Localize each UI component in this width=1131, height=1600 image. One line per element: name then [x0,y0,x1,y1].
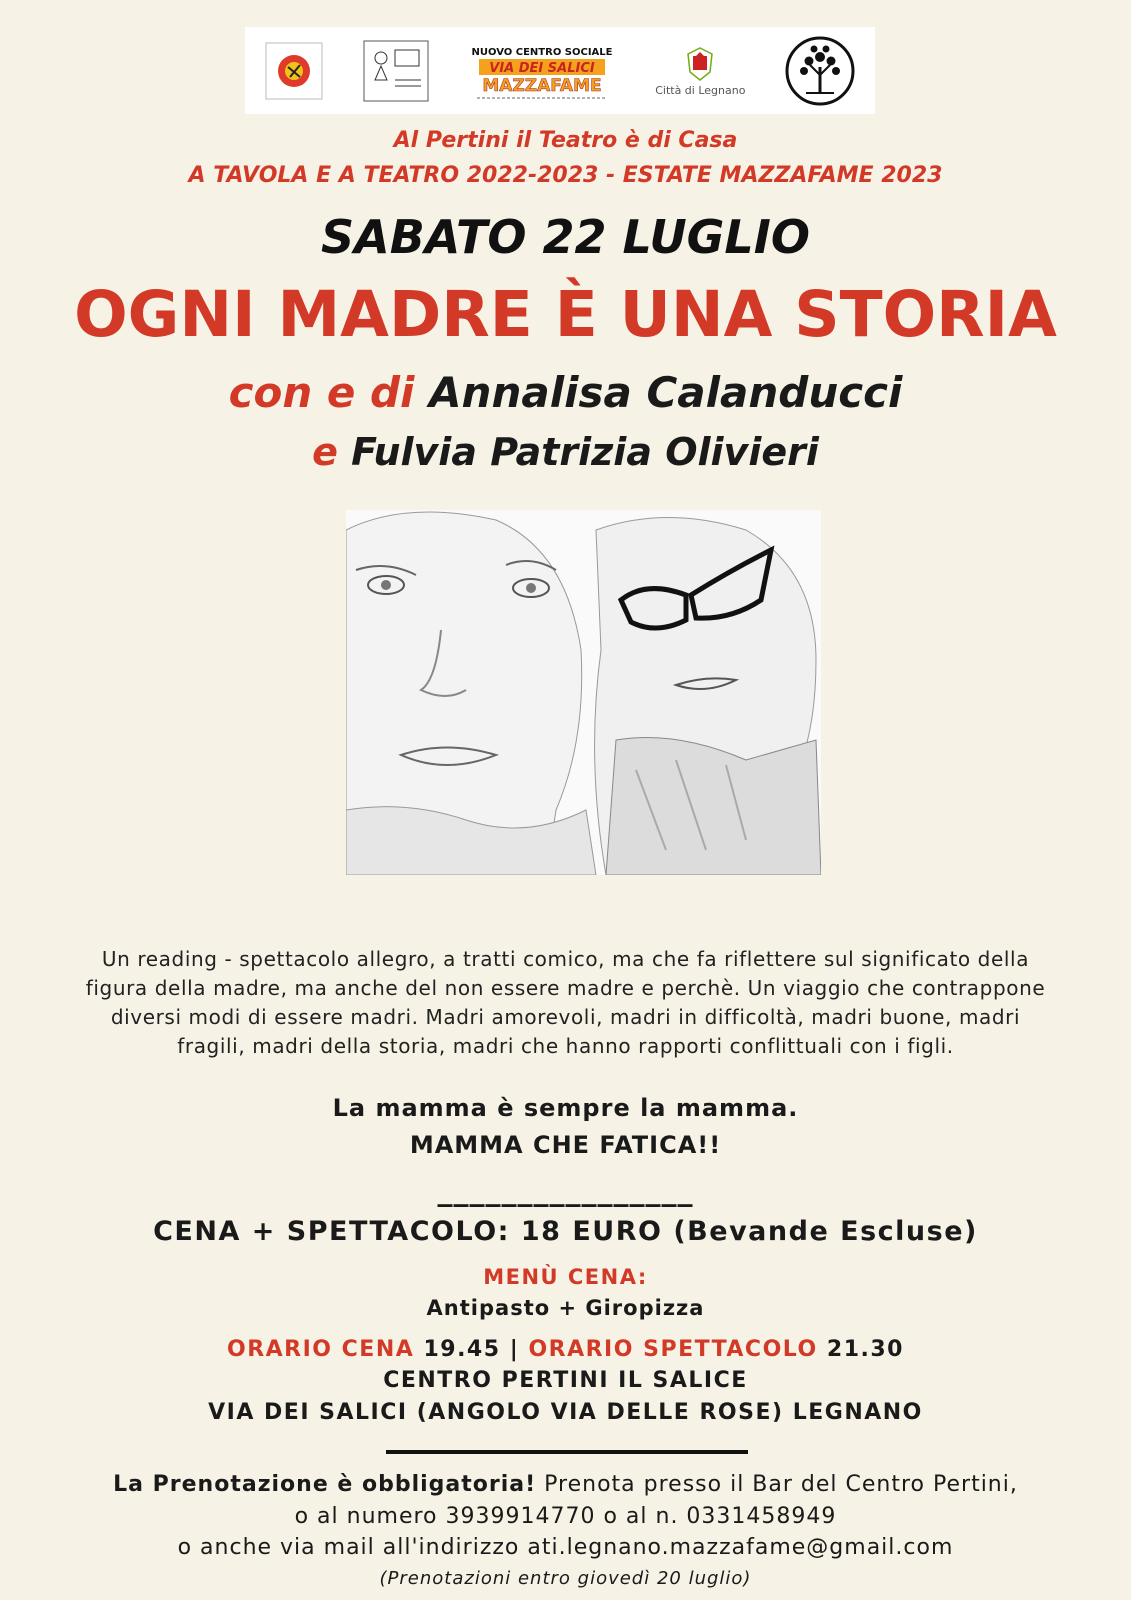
performers-sketch-photo [346,510,821,875]
schedule-line [0,1337,1131,1362]
schedule-divider: | [509,1337,520,1362]
tree-icon [784,35,856,107]
booking-required: La Prenotazione è obbligatoria! [113,1472,537,1497]
description-line: figura della madre, ma anche del non essere madre e perchè. Un viaggio che contrappone [85,976,1046,1000]
booking-deadline: (Prenotazioni entro giovedì 20 luglio) [379,1568,752,1589]
booking-where: Prenota presso il Bar del Centro Pertini, [544,1472,1018,1497]
citta-legnano-label: Città di Legnano [655,84,746,97]
cast-line-2 [0,430,1131,474]
tree-logo [784,35,856,107]
dinner-time-label: ORARIO CENA [227,1337,415,1362]
citta-legnano-logo [655,44,745,97]
venue-name: CENTRO PERTINI IL SALICE [383,1368,748,1393]
sponsor-logo-bar [245,27,875,114]
motto-line: La mamma è sempre la mamma. [332,1094,799,1122]
laboratorio-logo [363,40,429,102]
svg-text:MAZZAFAME: MAZZAFAME [482,75,602,96]
cast-line-1 [0,368,1131,417]
cast-name: Annalisa Calanducci [429,368,903,417]
motto-line: MAMMA CHE FATICA!! [409,1131,722,1159]
show-time-label: ORARIO SPETTACOLO [528,1337,818,1362]
show-time: 21.30 [826,1337,904,1362]
svg-text:VIA DEI SALICI: VIA DEI SALICI [489,60,595,76]
circolo-logo [264,41,324,101]
cast-prefix: e [312,430,338,474]
event-date: SABATO 22 LUGLIO [321,210,810,264]
dinner-time: 19.45 [423,1337,501,1362]
venue-address: VIA DEI SALICI (ANGOLO VIA DELLE ROSE) LEGNANO [208,1400,923,1425]
cast-name: Fulvia Patrizia Olivieri [351,430,819,474]
booking-email: o anche via mail all'indirizzo ati.legnano.mazzafame@gmail.com [177,1535,954,1560]
booking-line-1 [0,1472,1131,1497]
description-line: Un reading - spettacolo allegro, a tratti comico, ma che fa riflettere sul significato della [101,947,1030,971]
menu-heading: MENÙ CENA: [483,1265,648,1289]
menu-value: Antipasto + Giropizza [426,1296,705,1320]
centro-sociale-logo [467,41,617,101]
dash-separator: ________________ [437,1173,694,1208]
description-line: diversi modi di essere madri. Madri amorevoli, madri in difficoltà, madri buone, madri [110,1005,1021,1029]
series-subtitle: Al Pertini il Teatro è di Casa [393,128,738,153]
price-info: CENA + SPETTACOLO: 18 EURO (Bevande Escluse) [153,1216,978,1247]
booking-phones: o al numero 3939914770 o al n. 0331458949 [294,1504,837,1529]
svg-text:NUOVO CENTRO SOCIALE: NUOVO CENTRO SOCIALE [471,46,613,58]
show-title: OGNI MADRE È UNA STORIA [74,278,1057,351]
season-subtitle: A TAVOLA E A TEATRO 2022-2023 - ESTATE MAZZAFAME 2023 [188,163,943,188]
horizontal-rule [386,1450,748,1454]
cast-prefix: con e di [228,368,415,417]
show-description [0,945,1131,1061]
motto [0,1090,1131,1164]
description-line: fragili, madri della storia, madri che hanno rapporti conflittuali con i figli. [177,1034,954,1058]
